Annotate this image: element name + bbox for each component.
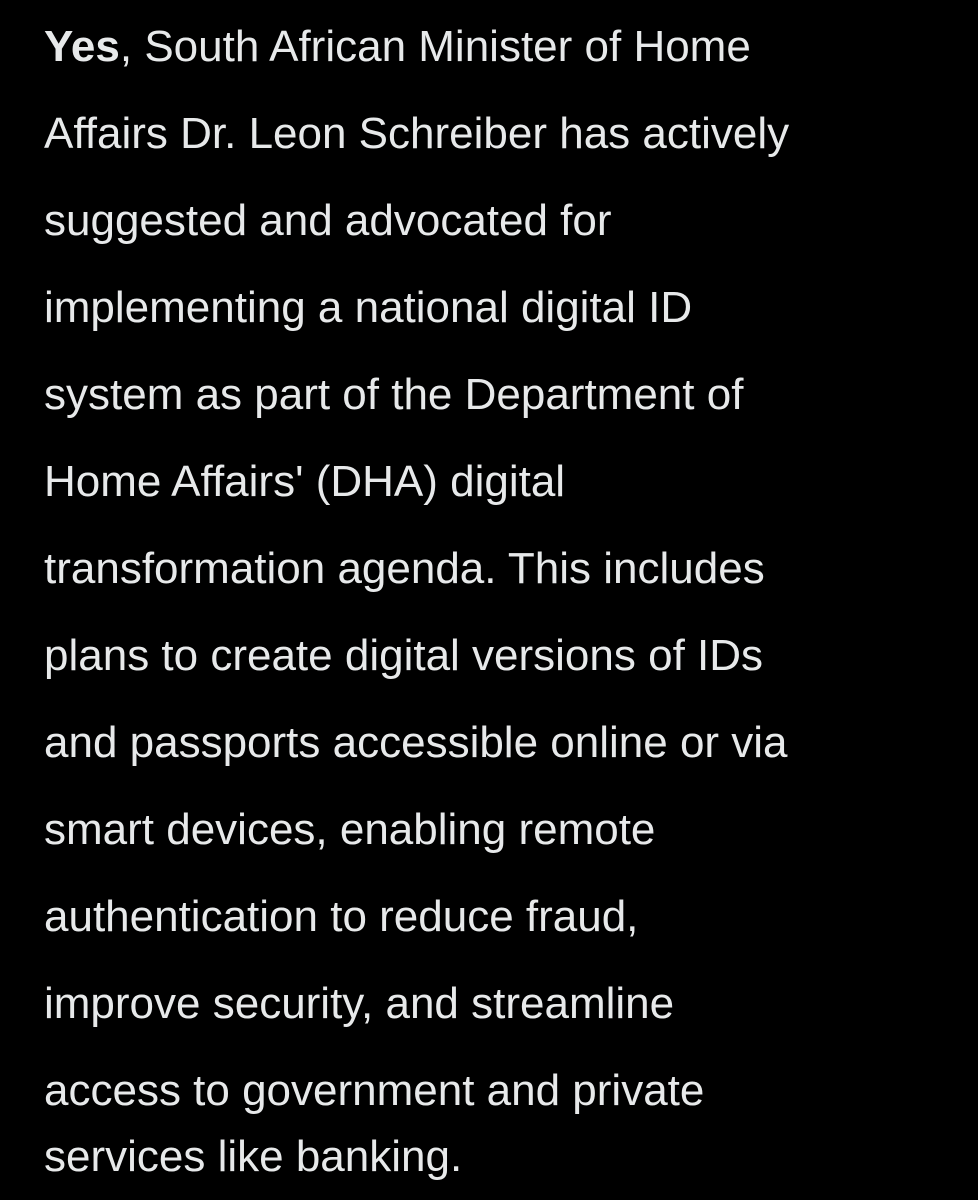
post-line-text: , South African Minister of Home — [119, 22, 751, 71]
post-line: implementing a national digital ID — [44, 283, 693, 332]
post-line: transformation agenda. This includes — [44, 544, 765, 593]
post-text — [44, 0, 944, 1200]
post-line: suggested and advocated for — [44, 196, 612, 245]
post-line: authentication to reduce fraud, — [44, 892, 639, 941]
post-line: and passports accessible online or via — [44, 718, 788, 767]
post-lead-word: Yes — [44, 22, 120, 71]
post-line: services like banking. — [44, 1132, 463, 1181]
post-line: system as part of the Department of — [44, 370, 744, 419]
post-line: access to government and private — [44, 1066, 705, 1115]
post-line: plans to create digital versions of IDs — [44, 631, 764, 680]
post-line: improve security, and streamline — [44, 979, 675, 1028]
post-line: smart devices, enabling remote — [44, 805, 656, 854]
post-line: Affairs Dr. Leon Schreiber has actively — [44, 109, 790, 158]
post-line: Home Affairs' (DHA) digital — [44, 457, 566, 506]
post-line — [44, 3, 751, 90]
